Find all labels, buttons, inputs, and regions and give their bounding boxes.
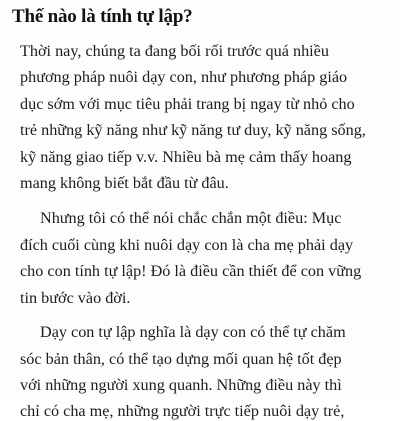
- section-heading: Thế nào là tính tự lập?: [12, 6, 193, 27]
- paragraph-2-line-2: đích cuối cùng khi nuôi dạy con là cha mẹ phải dạy: [20, 236, 354, 254]
- paragraph-1-line-3: dục sớm với mục tiêu phải trang bị ngay từ nhỏ cho: [20, 95, 355, 113]
- paragraph-3-line-2: sóc bản thân, có thể tạo dựng mối quan hệ tốt đẹp: [20, 350, 342, 368]
- paragraph-2-line-3: cho con tính tự lập! Đó là điều cần thiết để con vững: [20, 262, 362, 280]
- paragraph-3-line-1: Dạy con tự lập nghĩa là dạy con có thể tự chăm: [40, 323, 346, 341]
- paragraph-3-line-3: với những người xung quanh. Những điều này thì: [20, 376, 342, 394]
- paragraph-1-line-4: trẻ những kỹ năng như kỹ năng tư duy, kỹ năng sống,: [20, 121, 366, 139]
- paragraph-1-line-1: Thời nay, chúng ta đang bối rối trước quá nhiều: [20, 42, 329, 60]
- paragraph-3-line-4: chỉ có cha mẹ, những người trực tiếp nuôi dạy trẻ,: [20, 402, 345, 420]
- paragraph-2-line-4: tin bước vào đời.: [20, 289, 131, 307]
- paragraph-1-line-5: kỹ năng giao tiếp v.v. Nhiều bà mẹ cảm thấy hoang: [20, 148, 352, 166]
- page-bottom-edge: [0, 394, 400, 400]
- paragraph-1-line-6: mang không biết bắt đầu từ đâu.: [20, 174, 229, 192]
- paragraph-2-line-1: Nhưng tôi có thể nói chắc chắn một điều: Mục: [40, 209, 342, 227]
- paragraph-1-line-2: phương pháp nuôi dạy con, như phương pháp giáo: [20, 68, 348, 86]
